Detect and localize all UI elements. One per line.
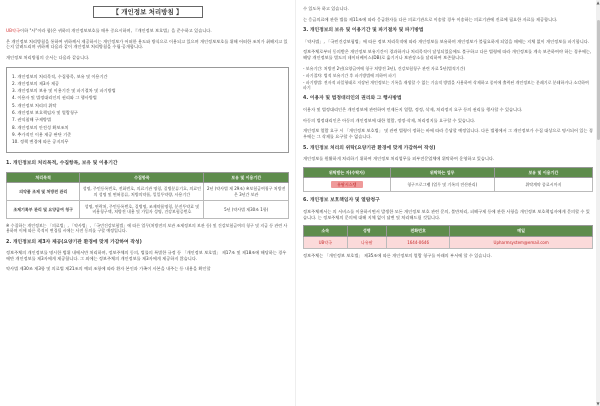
scrollbar-thumb[interactable] [597, 20, 600, 140]
officer-phone: 1644-0646 [386, 236, 449, 248]
toc-item[interactable]: 3. 개인정보의 보유 및 이용기간 및 파기절차 및 파기방법 [12, 88, 116, 94]
intro-paragraph-3: 개인정보 처리방침의 순서는 다음과 같습니다. [6, 55, 90, 61]
officer-org: UB약국 [304, 236, 348, 248]
section-3-paragraph-1: 「약사법」, 「국민건강보험법」에 따른 정보 처리목적에 따라 개인정보를 보유하며 개인정보가 불필요하게 되었을 때에는 지체 없이 개인정보를 파기합니다. [303, 38, 590, 44]
vertical-scrollbar[interactable] [596, 0, 600, 406]
table-row [7, 183, 289, 201]
page-title: 【 개인정보 처리방침 】 [93, 6, 203, 18]
table-row [304, 178, 593, 192]
toc-item[interactable]: 8. 개인정보의 안전성 확보조치 [12, 124, 69, 130]
toc-item[interactable]: 10. 정책 변경에 따른 공지의무 [12, 139, 69, 145]
scroll-up-arrow-icon[interactable]: ▲ [596, 0, 600, 5]
table-cell: 의약품 조제 및 처방전 관리 [7, 183, 80, 201]
table-header: 처리목적 [7, 172, 80, 182]
table-row [304, 236, 593, 248]
toc-item[interactable]: 6. 개인정보 보호책임자 및 열람청구 [12, 110, 78, 116]
table-header: 메일 [450, 226, 593, 236]
section-5-title: 5. 개인정보 처리의 위탁(요양기관 환경에 맞게 가감하여 작성) [303, 145, 436, 151]
right-top-paragraph-1: 수 있도록 하고 있습니다. [303, 6, 349, 11]
right-column [303, 6, 593, 264]
officer-email: Upharmsystem@email.com [450, 236, 593, 248]
table-cell [304, 178, 391, 192]
table-header: 소속 [304, 226, 348, 236]
contractor-badge: 유팜시스템 [331, 181, 362, 188]
table-cell: 2년 (약사법 제 29조) ※보험급여청구 처방전은 3년간 보관 [204, 183, 289, 201]
section-4-title: 4. 이용자 및 법정대리인의 권리와 그 행사방법 [303, 96, 402, 102]
section-4-paragraph-2: 아동의 법정대리인은 아동의 개인정보에 대한 열람, 정정·삭제, 처리정지를 요구할 수 있습니다. [303, 117, 476, 123]
section-1-title: 1. 개인정보의 처리목적, 수집항목, 보유 및 이용기간 [6, 161, 118, 167]
section-2-paragraph-2: 약사법 제30조 제3항 및 의료법 제21조의 예외 조항에 따라 환자 본인과 가족이 사본을 내주는 등 내용을 확인할 [6, 266, 211, 272]
section-2-title: 2. 개인정보의 제3자 제공(요양기관 환경에 맞게 가감하여 작성) [6, 239, 142, 245]
toc-item[interactable]: 7. 권익침해 구제방법 [12, 117, 52, 123]
section-6-paragraph-1: 정보주체께서는 의 서비스를 이용하시면서 발생한 모든 개인정보 보호 관련 문의, 불만처리, 피해구제 등에 관한 사항을 개인정보 보호책임자에게 문의할 수 있습니다. 는 정보주체의 문의에 대해 지체 없이 답변 및 처리해드릴 것입니다. [303, 208, 590, 220]
scroll-down-arrow-icon[interactable]: ▼ [596, 401, 600, 406]
list-item: - 파기절차: 법적 보유기간 후 파기방법에 의하여 파기 [303, 72, 396, 78]
table-cell: 5년 (약사법 제30조 1항) [204, 200, 289, 218]
table-header: 전화번호 [386, 226, 449, 236]
section-1-note: ※ 수집하는 개인정보는 「의료법」, 「약사법」, 「국민건강보험법」에 따른 업무(처방전의 보관 조제정보의 보관 등) 및 건강보험급여의 청구 및 지급 등 관련 사용하며 이에 따른 목적이 변경될 시에는 사전 동의를 구할 예정입니다. [6, 222, 288, 234]
toc-item[interactable]: 1. 개인정보의 처리목적, 수집항목, 보유 및 이용기간 [12, 73, 108, 79]
list-item: - 파기방법: 전자적 파일형태로 저장된 개인정보는 기록을 재생할 수 없는 기술적 방법을 사용하여 삭제하고 종이에 출력된 개인정보는 분쇄기로 분쇄하거나 소각하여 파기 [303, 79, 589, 90]
intro-paragraph-1: UB약국이하 "사"이라 함)은 귀하의 개인정보보호를 매우 중요시하며, 『개인정보 보호법』을 준수하고 있습니다. [6, 28, 212, 33]
table-cell: 성명, 연락처, 주민등록번호, 질병명, 조제약품명칭, 분진투약료 및 비용청구액, 처방전 내용 및 가입자 성명, 건강보험증번호 [80, 200, 204, 218]
pharmacy-name-highlight: UB약국 [6, 28, 21, 33]
toc-item[interactable]: 5. 개인정보 처리의 위탁 [12, 102, 57, 108]
table-cell: 성명, 주민등록번호, 전화번호, 의료기관 명칭, 질병분류기호, 의료인의 성명 및 면허종류, 처방의약품, 일일투약량, 사용기간 [80, 183, 204, 201]
table-header: 보유 및 이용기간 [204, 172, 289, 182]
table-row [7, 200, 289, 218]
section-6-paragraph-2: 정보주체는 「개인정보 보호법」 제35조에 따른 개인정보의 열람 청구를 아래의 부서에 할 수 있습니다. [303, 253, 492, 259]
section-4-paragraph-3: 개인정보 열람 요구 시 「개인정보 보호법」 및 관련 법령이 정하는 바에 따라 응답할 예정입니다. 다른 법령에서 그 개인정보가 수집 대상으로 명시되어 있는 경우에는 그 삭제를 요구할 수 없습니다. [303, 128, 593, 139]
left-column [6, 6, 289, 277]
table-header: 수집항목 [80, 172, 204, 182]
privacy-officer-table [303, 225, 593, 249]
toc-item[interactable]: 4. 이용자 및 법정대리인의 권리와 그 행사방법 [12, 95, 97, 101]
table-of-contents [6, 67, 289, 154]
intro-paragraph-2: 은 개인정보 처리방침을 통하여 귀하께서 제공하시는 개인정보가 어떠한 용도와 방식으로 이용되고 있으며 개인정보보호를 위해 어떠한 조치가 취해지고 있는지 알려드리며 귀하께 다음과 같이 개인정보 처리방침을 수립·공개합니다. [6, 38, 288, 50]
section-2-paragraph-1: 정보주체의 개인정보를 명시한 범위 내에서만 처리하며, 정보주체의 동의, 법률의 특별한 규정 등 「개인정보 보호법」 제17조 및 제18조에 해당하는 경우에만 개인정보를 제3자에게 제공합니다. 그 외에는 정보주체의 개인정보를 제3자에게 제공하지 않습니다. [6, 250, 287, 261]
table-header: 위탁받는 자(수탁자) [304, 167, 391, 177]
section-4-paragraph-1: 이용자 및 법정대리인은 개인정보에 관련하여 언제든지 열람, 정정, 삭제, 처리정지 요구 등의 권리를 행사할 수 있습니다. [303, 106, 523, 112]
section-5-paragraph-1: 개인정보를 원활하게 처리하기 위하여 개인정보 처리업무를 외부전문업체에 위탁하여 운영하고 있습니다. [303, 156, 495, 162]
section-3-title: 3. 개인정보의 보유 및 이용기간 및 파기절차 및 파기방법 [303, 28, 424, 34]
section-3-paragraph-2: 정보주체로부터 동의받은 개인정보 보유기간이 경과하거나 처리목적이 달성되었음에도 불구하고 다른 법령에 따라 개인정보를 계속 보존하여야 하는 경우에는, 해당 개인정보를 별도의 데이터베이스(DB)로 옮기거나 보관장소를 달리하여 보존합니다. [303, 49, 592, 61]
table-header: 위탁하는 업무 [390, 167, 494, 177]
table-cell: 위탁계약 종료시까지 [494, 178, 592, 192]
right-top-paragraph-2: 는 응급의료에 관한 법률 제11조에 따라 응급환자를 다른 의료기관으로 이송할 경우 이송하는 의료기관에 진료에 필요한 자료를 제공합니다. [303, 16, 558, 22]
retention-list [303, 66, 593, 91]
processing-purpose-table [6, 172, 289, 219]
table-cell: 조제기록부 관리 및 요양급여 청구 [7, 200, 80, 218]
table-cell: 청구프로그램 (업무 및 기록의 전산관리) [390, 178, 494, 192]
column-divider [295, 0, 296, 406]
table-header: 성명 [347, 226, 386, 236]
officer-name: 나유팜 [347, 236, 386, 248]
toc-item[interactable]: 9. 추가적인 이용 제공 판단 기준 [12, 131, 72, 137]
table-header: 보유 및 이용기간 [494, 167, 592, 177]
outsourcing-table [303, 167, 593, 193]
section-6-title: 6. 개인정보 보호책임자 및 열람청구 [303, 198, 380, 204]
toc-item[interactable]: 2. 개인정보의 제3자 제공 [12, 80, 60, 86]
list-item: - 보유기간: 처방전 2년(요양급여에 청구 처방전 3년), 건강보험청구 관련 자료 5년(법적기간) [303, 65, 466, 71]
